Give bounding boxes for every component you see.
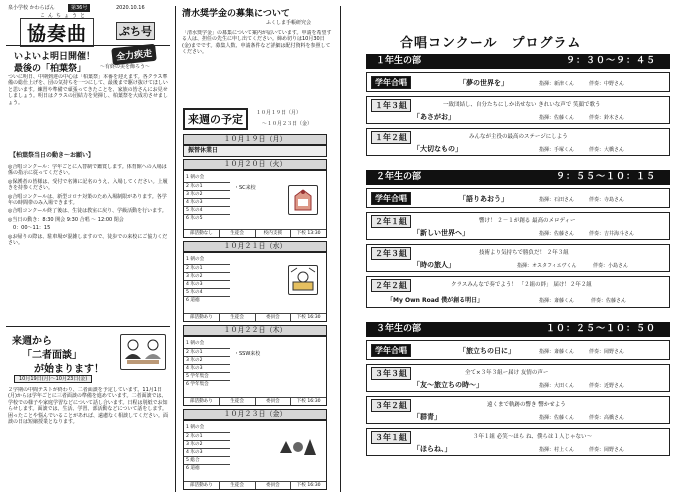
- song-title: 「My Own Road 僕が創る明日」: [387, 297, 484, 304]
- period-row: 2 氷の1: [184, 264, 230, 272]
- entry-lead: ３年１組 必笑～ほら ね、僕らは１人じゃない～: [473, 434, 592, 440]
- title-side-badge: ぷち号: [116, 22, 155, 40]
- entry-grade1-class3: [366, 96, 670, 124]
- dept-name: ２年生の部: [376, 172, 422, 182]
- day-schedule-fri: [183, 420, 327, 490]
- foot-cell: 生徒会: [220, 314, 256, 321]
- foot-cell: 下校 16:30: [296, 315, 321, 320]
- note-item: ◎合唱コンクール終了後は、生徒は教室に戻り、学級活動を行います。: [8, 208, 167, 215]
- entry-lead: みんなが主役の最高のステージにしよう: [469, 134, 568, 140]
- dept-bar-grade2: [366, 170, 670, 185]
- interview-dates: 10月19日(月)～10月23日(金): [14, 375, 92, 383]
- interview-heading-1: 来週から: [12, 336, 52, 347]
- day-footer: [184, 481, 326, 489]
- period-row: 5 学年集会: [184, 372, 230, 380]
- entry-tag: 学年合唱: [371, 344, 411, 357]
- foot-cell: 生徒会: [220, 230, 256, 237]
- interview-body: ２学期の中間テストが終わり、二者面談を予定しています。11月1日(月)からは学年ごとに三者面談の準備を進めています。二者面談では、学校での様子や家庭学習などについて話し合います。日程は別紙でお知らせします。面談では、生活、学習、部活動などについて話をします。困ったことや悩んでいることがあれば、遠慮なく相談してください。面談の日は短縮授業となります。: [8, 387, 169, 426]
- period-row: 5 総合: [184, 456, 230, 464]
- pianist: 伴奏：鈴木さん: [589, 115, 625, 121]
- entry-tag: ３年３組: [371, 367, 411, 380]
- note-item: ◎合唱コンクール：学年ごとに入替制で鑑賞します。体育館への入場は係の指示に従ってください。: [8, 164, 167, 177]
- entry-lead: 一致団結し、自分たちにしか出せない きれいな声で 笑顔で歌う: [443, 102, 601, 108]
- period-row: 4 氷の3: [184, 364, 230, 372]
- entry-grade2-class1: [366, 212, 670, 240]
- dept-time: １０：２５～１０：５０: [545, 324, 656, 334]
- entry-lead: 響け！ ２－１が創る 最高のメロディー: [479, 218, 576, 224]
- day-schedule-thu: [183, 336, 327, 406]
- foot-cell: 部活動なし: [184, 230, 220, 237]
- song-title: 「語りあおう」: [459, 195, 508, 203]
- period-row: 3 氷の2: [184, 272, 230, 280]
- period-row: 5 氷の4: [184, 206, 230, 214]
- foot-cell: 下校 16:30: [296, 483, 321, 488]
- foot-cell: 部活動あり: [184, 482, 220, 489]
- day-footer: [184, 313, 326, 321]
- song-title: 「夢の世界を」: [459, 79, 508, 87]
- day-event: ・SC来校: [234, 185, 256, 191]
- dept-time: ９：３０～９：４５: [565, 56, 656, 66]
- conductor: 指揮：村上くん: [539, 447, 575, 453]
- entry-grade3-class3: [366, 364, 670, 392]
- period-row: 2 氷の1: [184, 348, 230, 356]
- dept-bar-grade3: [366, 322, 670, 337]
- day-label-mon: １０月１９日（月）: [183, 134, 327, 145]
- tagline-festival: 最後の「柏葉祭」: [14, 64, 87, 74]
- pianist: 伴奏：小島さん: [593, 263, 629, 269]
- period-row: 6 学年集会: [184, 380, 230, 388]
- scholarship-title: 清水奨学金の募集について: [182, 9, 290, 19]
- entry-tag: ２年２組: [371, 279, 411, 292]
- conductor: 指揮：石田さん: [539, 197, 575, 203]
- issue-badge: 第36号: [68, 4, 90, 12]
- period-row: 3 氷の2: [184, 356, 230, 364]
- issue-date: 2020.10.16: [116, 5, 145, 11]
- pianist: 伴奏：佐藤さん: [591, 298, 627, 304]
- period-row: 4 氷の3: [184, 198, 230, 206]
- conductor: 指揮：斎藤くん: [539, 298, 575, 304]
- dept-bar-grade1: [366, 54, 670, 69]
- entry-lead: クラスみんなで奏でよう！ 「２組の絆」 届け！２年２組: [451, 282, 592, 288]
- tagline-note: ～有終の美を飾ろう～: [100, 64, 151, 70]
- foot-cell: 委員会: [256, 314, 292, 321]
- weekly-range-end: ～１０月２３日（金）: [262, 121, 313, 127]
- pianist: 伴奏：近野さん: [589, 383, 625, 389]
- conductor: 指揮：佐藤くん: [539, 115, 575, 121]
- foot-cell: 下校 16:30: [296, 399, 321, 404]
- foot-cell: 委員会: [256, 398, 292, 405]
- pianist: 伴奏：岡野さん: [589, 447, 625, 453]
- conductor: 指揮：オスタフィエヴくん: [517, 263, 577, 269]
- period-row: 4 氷の3: [184, 448, 230, 456]
- entry-tag: ３年１組: [371, 431, 411, 444]
- period-row: 4 氷の3: [184, 280, 230, 288]
- period-row: 1 朝の会: [186, 257, 205, 262]
- notes-heading: 【柏葉祭当日の動き～お願い】: [10, 152, 95, 159]
- page-title: 協奏曲: [20, 18, 94, 47]
- note-item: ◎お帰りの際は、駐車場が混雑しますので、徒歩での来校にご協力ください。: [8, 233, 168, 247]
- entry-tag: ２年３組: [371, 247, 411, 260]
- song-title: 「新しい世界へ」: [413, 229, 469, 237]
- pass-charm-icon: [288, 185, 318, 215]
- foot-cell: 生徒会: [220, 398, 256, 405]
- entry-grade2-class3: [366, 244, 670, 272]
- pianist: 伴奏：大橋さん: [589, 147, 625, 153]
- note-item: ◎当日の動き：8:30 開会 9:30 合唱 ～ 12:00 閉会: [8, 216, 124, 223]
- pianist: 伴奏：岡野さん: [589, 349, 625, 355]
- conductor: 指揮：新津くん: [539, 81, 575, 87]
- period-row: 6 道徳: [184, 464, 230, 472]
- day-label-tue: １０月２０日（火）: [183, 159, 327, 170]
- song-title: 「群青」: [413, 413, 441, 421]
- period-row: 5 氷の4: [184, 288, 230, 296]
- entry-grade2-class2: [366, 276, 670, 308]
- conductor: 指揮：大田くん: [539, 383, 575, 389]
- entry-tag: 学年合唱: [371, 76, 411, 89]
- period-row: 3 氷の2: [184, 440, 230, 448]
- entry-grade1-class2: [366, 128, 670, 156]
- day-schedule-wed: [183, 252, 327, 322]
- weekly-range-start: １０月１９日（月）: [256, 110, 302, 116]
- interview-illustration-icon: [120, 334, 166, 370]
- day-event: ・SSW来校: [234, 351, 261, 357]
- dept-name: ３年生の部: [376, 324, 422, 334]
- weekly-title: 来週の予定: [183, 108, 248, 130]
- interview-heading-2: 「二者面談」: [22, 350, 82, 361]
- day-footer: [184, 397, 326, 405]
- entry-grade2-choir: [366, 188, 670, 208]
- entry-grade3-class2: [366, 396, 670, 424]
- song-title: 「大切なもの」: [413, 145, 462, 153]
- song-title: 「友～旅立ちの時～」: [413, 381, 483, 389]
- conductor: 指揮：斎藤くん: [539, 349, 575, 355]
- pianist: 伴奏：中野さん: [589, 81, 625, 87]
- interview-heading-3: が始まります！: [34, 364, 104, 375]
- entry-tag: １年３組: [371, 99, 411, 112]
- period-row: 2 氷の1: [184, 182, 230, 190]
- pianist: 伴奏：高橋さん: [589, 415, 625, 421]
- tagline-badge: 全力疾走: [111, 44, 157, 66]
- entry-lead: 遠くまで軌跡の響き 響かせよう: [487, 402, 566, 408]
- entry-tag: ２年１組: [371, 215, 411, 228]
- foot-cell: 生徒会: [220, 482, 256, 489]
- tagline-open: いよいよ明日開催！: [14, 52, 96, 62]
- period-row: 3 氷の2: [184, 190, 230, 198]
- song-title: 「時の旅人」: [413, 261, 455, 269]
- period-row: 1 朝の会: [186, 341, 205, 346]
- period-row: 2 氷の1: [184, 432, 230, 440]
- entry-tag: １年２組: [371, 131, 411, 144]
- pianist: 伴奏：寺島さん: [589, 197, 625, 203]
- foot-cell: 部活動あり: [184, 398, 220, 405]
- entry-lead: 全て×３年３組ー届け 友情の声ー: [465, 370, 549, 376]
- day-note-mon: [183, 145, 327, 157]
- entry-tag: 学年合唱: [371, 192, 411, 205]
- dept-time: ９：５５～１０：１５: [555, 172, 656, 182]
- entry-grade1-choir: [366, 72, 670, 92]
- note-item: ◎保護者の皆様は、受付で名簿に記名のうえ、入場してください。上履きを持参ください。: [8, 178, 168, 192]
- festival-illustration-icon: [288, 265, 318, 295]
- period-row: 1 朝の会: [186, 425, 205, 430]
- autumn-leaves-icon: [276, 433, 318, 461]
- conductor: 指揮：佐藤さん: [539, 231, 575, 237]
- day-footer: [184, 229, 326, 237]
- school-line: 泉小学校 かわらばん: [8, 5, 55, 11]
- day-label-fri: １０月２３日（金）: [183, 409, 327, 420]
- foot-cell: 下校 13:30: [296, 231, 321, 236]
- day-label-thu: １０月２２日（木）: [183, 325, 327, 336]
- day-holiday: 振替休業日: [188, 147, 219, 154]
- period-row: 1 朝の会: [186, 175, 205, 180]
- foot-cell: 委員会: [256, 482, 292, 489]
- note-item: 0：00～11：15: [8, 225, 51, 232]
- day-label-wed: １０月２１日（水）: [183, 241, 327, 252]
- foot-cell: 校内支援: [256, 230, 292, 237]
- entry-tag: ３年２組: [371, 399, 411, 412]
- period-row: 6 道徳: [184, 296, 230, 304]
- program-title: 合唱コンクール プログラム: [400, 36, 582, 51]
- song-title: 「あさがお」: [413, 113, 455, 121]
- song-title: 「ほらね、」: [413, 445, 452, 453]
- note-item: ◎合唱コンクールは、新型コロナ対策のため入場制限があります。各学年の時間帯のみ入場できます。: [8, 193, 167, 207]
- period-row: 6 氷の5: [184, 214, 230, 222]
- song-title: 「旅立ちの日に」: [459, 347, 515, 355]
- entry-lead: 技術より気持ちで勝負だ！ ２年３組: [479, 250, 569, 256]
- entry-grade3-choir: [366, 340, 670, 360]
- dept-name: １年生の部: [376, 56, 422, 66]
- pianist: 伴奏：吉井海斗さん: [589, 231, 635, 237]
- title-ruby: こんちょうと: [40, 13, 89, 19]
- foot-cell: 部活動あり: [184, 314, 220, 321]
- conductor: 指揮：佐藤くん: [539, 415, 575, 421]
- conductor: 指揮：手塚くん: [539, 147, 575, 153]
- scholarship-source: ふくしま手帳研究会: [266, 20, 312, 26]
- day-schedule-tue: [183, 170, 327, 238]
- intro-text: ついに明日、中期到達の中心は「柏葉祭」本番を迎えます。各クラス準備の総仕上げを、団の気持ちを一つにして、最後まで駆け抜けてほしいと思います。練習や準備で頑張ってきたことを、家族の皆さんにお見せしましょう。明日はクラスの団結力を発揮し、柏葉祭を大成功させましょう。: [8, 74, 168, 106]
- entry-grade3-class1: [366, 428, 670, 456]
- scholarship-body: 「清水奨学金」の募集について案内が届いています。申請を希望する人は、担任の先生に申し出てください。締め切りは10月30日(金)までです。募集人数、申請条件など詳細は配付資料を参照してください。: [182, 30, 332, 56]
- notes-list: [8, 164, 168, 324]
